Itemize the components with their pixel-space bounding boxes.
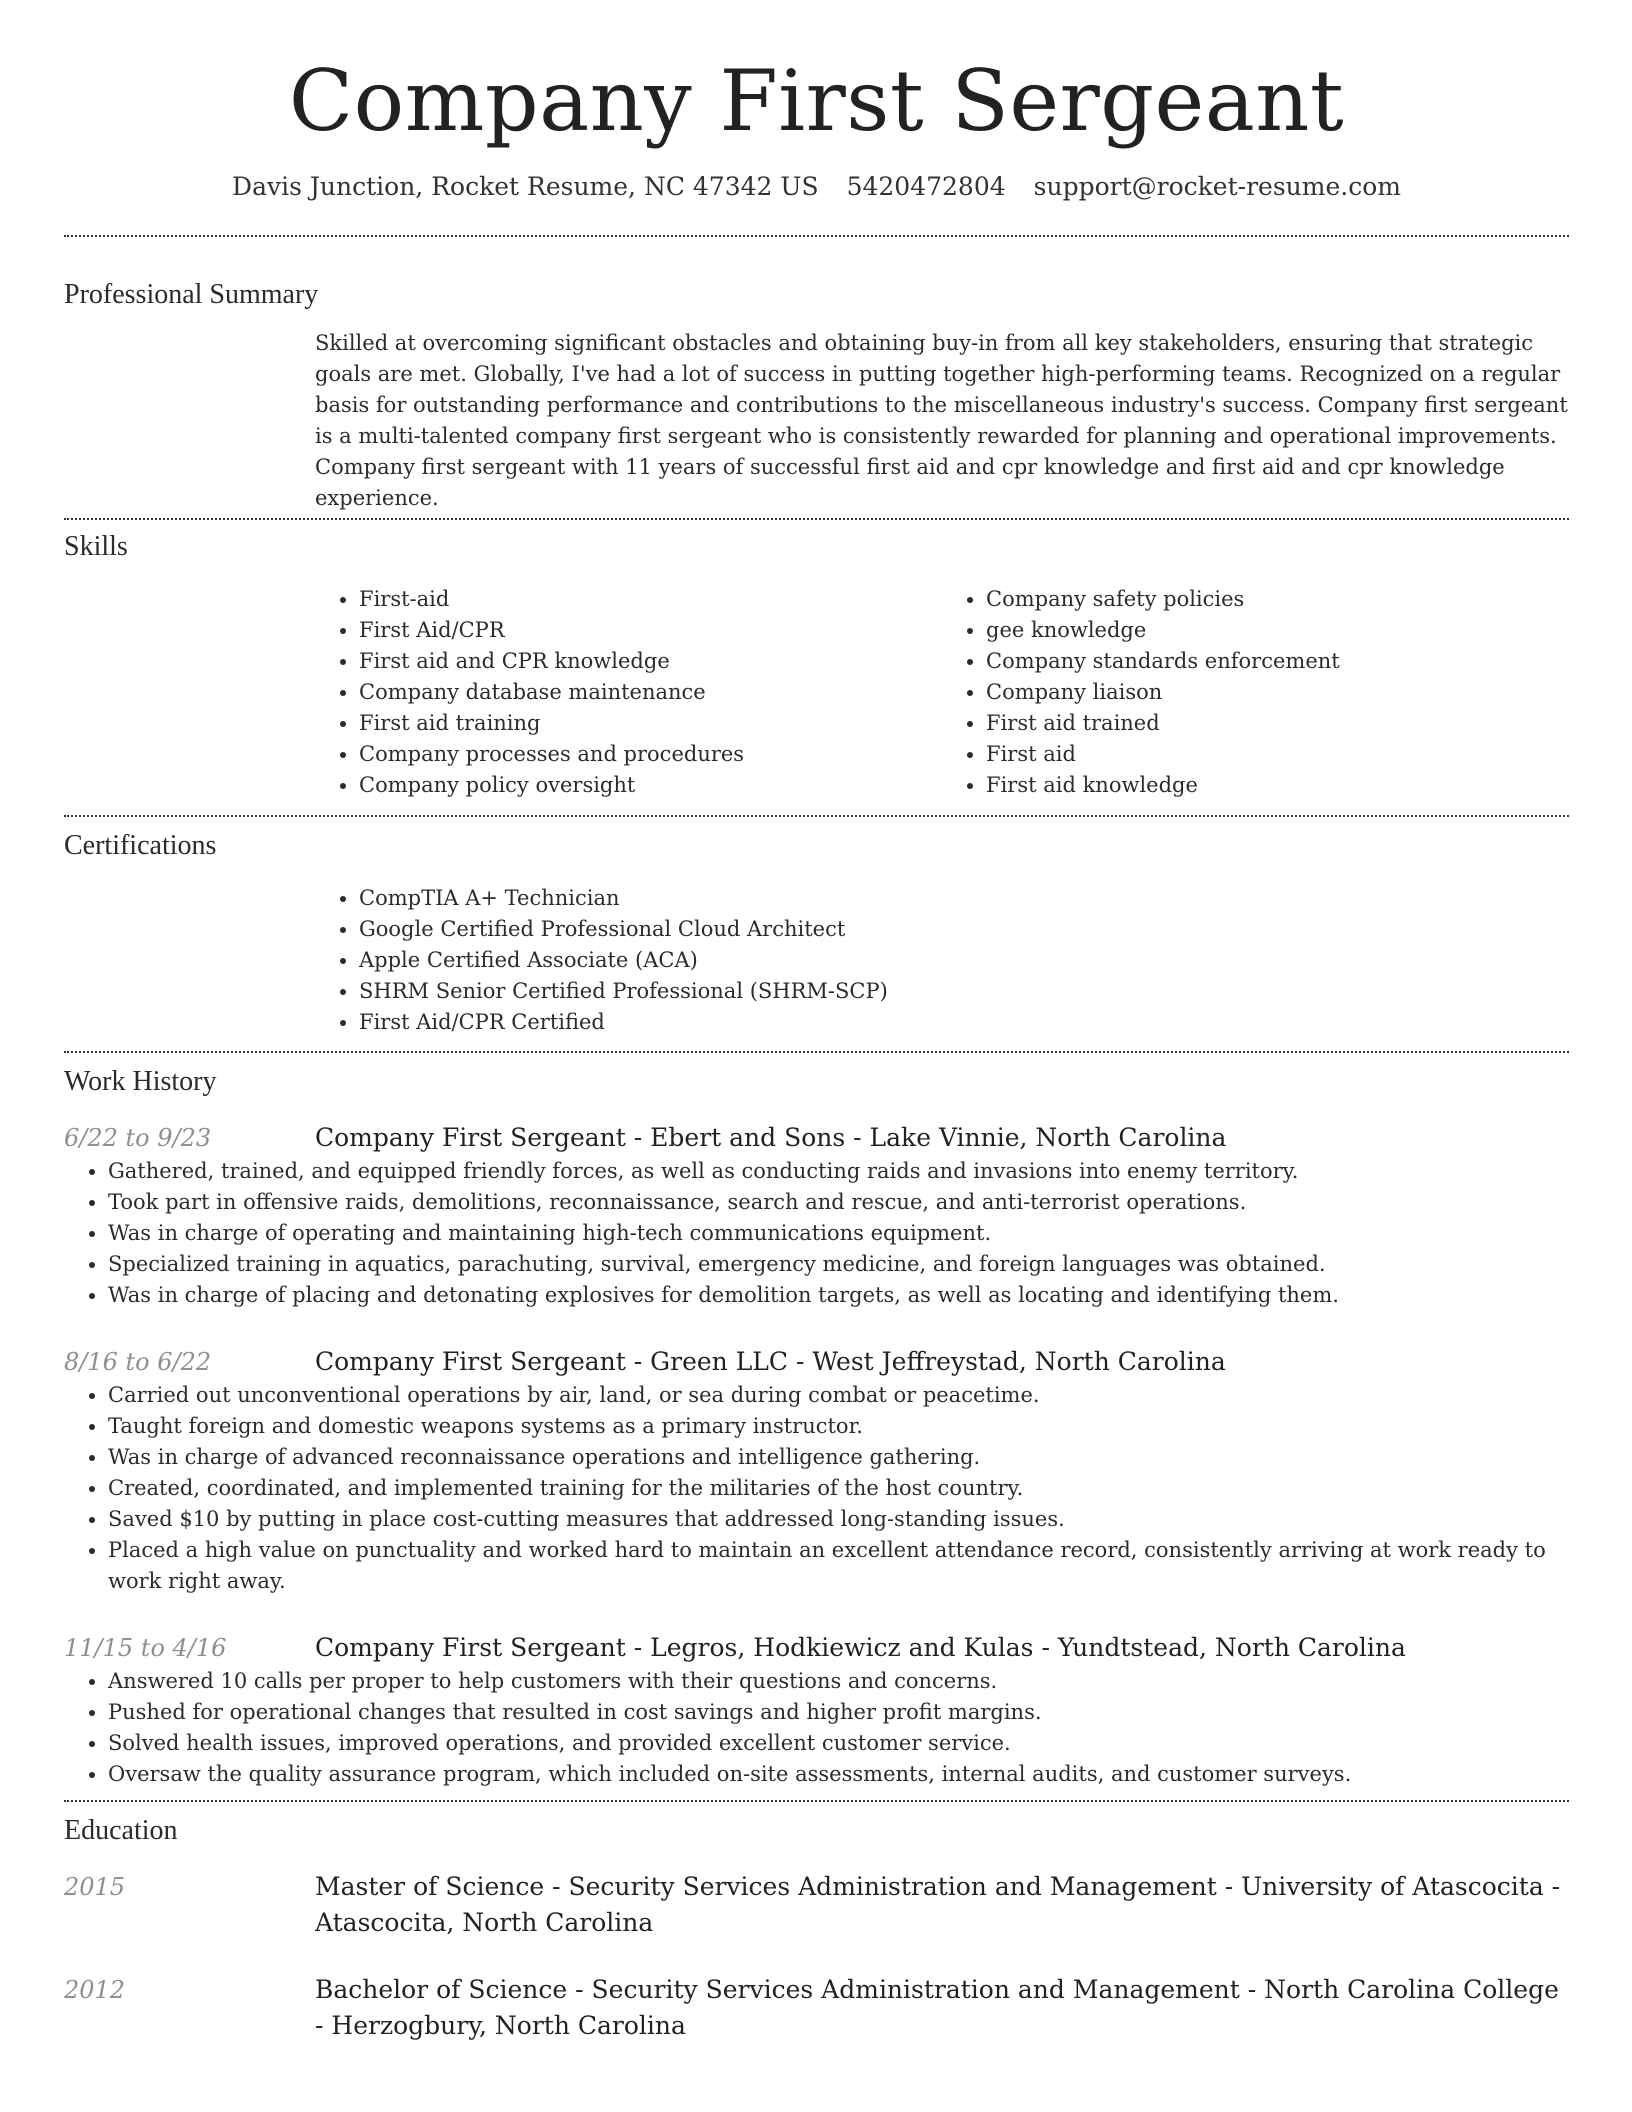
summary-content — [315, 328, 1569, 514]
skills-list-right — [942, 584, 1569, 801]
resume-page — [64, 0, 1569, 2044]
list-item: • Company safety policies — [986, 584, 1569, 615]
list-item: • Specialized training in aquatics, parachuting, survival, emergency medicine, and foreign languages was obtained. — [108, 1249, 1569, 1280]
skills-list-left — [315, 584, 942, 801]
list-item: • Saved $10 by putting in place cost-cutting measures that addressed long-standing issues. — [108, 1504, 1569, 1535]
job-bullets — [64, 1156, 1569, 1311]
contact-phone: 5420472804 — [846, 172, 1006, 201]
education-year: 2012 — [64, 1976, 126, 2004]
work-job — [64, 1344, 1569, 1597]
skills-section — [64, 520, 1569, 801]
list-item: • Company standards enforcement — [986, 646, 1569, 677]
summary-text: Skilled at overcoming significant obstacles and obtaining buy-in from all key stakeholders, ensuring that strategic goals are met. Globally, I've had a lot of success in putting together high-performing teams. Recognized on a regular basis for outstanding performance and contributions to the miscellaneous industry's success. Company first sergeant is a multi-talented company first sergeant who is consistently rewarded for planning and operational improvements. Company first sergeant with 11 years of successful first aid and cpr knowledge and first aid and cpr knowledge experience. — [315, 331, 1568, 510]
list-item: • First aid knowledge — [986, 770, 1569, 801]
list-item: • SHRM Senior Certified Professional (SHRM-SCP) — [359, 976, 1569, 1007]
education-section — [64, 1802, 1569, 2044]
list-item: • Was in charge of placing and detonating explosives for demolition targets, as well as locating and identifying them. — [108, 1280, 1569, 1311]
list-item: • Company processes and procedures — [359, 739, 942, 770]
education-item — [64, 1972, 1569, 2044]
list-item: • First aid trained — [986, 708, 1569, 739]
job-bullets — [64, 1380, 1569, 1597]
job-dates: 8/16 to 6/22 — [64, 1348, 212, 1376]
job-dates: 11/15 to 4/16 — [64, 1634, 227, 1662]
list-item: • Company policy oversight — [359, 770, 942, 801]
education-heading: Bachelor of Science - Security Services Administration and Management - North Carolina College - Herzogbury, North Carolina — [315, 1975, 1559, 2040]
list-item: • Google Certified Professional Cloud Architect — [359, 914, 1569, 945]
list-item: • First aid and CPR knowledge — [359, 646, 942, 677]
skills-columns — [315, 584, 1569, 801]
list-item: • First-aid — [359, 584, 942, 615]
job-heading: Company First Sergeant - Legros, Hodkiewicz and Kulas - Yundtstead, North Carolina — [315, 1633, 1406, 1662]
work-job — [64, 1120, 1569, 1311]
job-dates: 6/22 to 9/23 — [64, 1124, 212, 1152]
list-item: • First Aid/CPR — [359, 615, 942, 646]
contact-address: Davis Junction, Rocket Resume, NC 47342 US — [232, 172, 819, 201]
list-item: • Oversaw the quality assurance program, which included on-site assessments, internal audits, and customer surveys. — [108, 1759, 1569, 1790]
work-section — [64, 1053, 1569, 1790]
education-items — [64, 1869, 1569, 2044]
list-item: • Took part in offensive raids, demolitions, reconnaissance, search and rescue, and anti-terrorist operations. — [108, 1187, 1569, 1218]
job-heading: Company First Sergeant - Ebert and Sons - Lake Vinnie, North Carolina — [315, 1123, 1227, 1152]
job-heading: Company First Sergeant - Green LLC - West Jeffreystad, North Carolina — [315, 1347, 1226, 1376]
list-item: • First aid — [986, 739, 1569, 770]
certifications-content — [315, 883, 1569, 1038]
list-item: • Company database maintenance — [359, 677, 942, 708]
work-title: Work History — [64, 1066, 217, 1097]
list-item: • Was in charge of operating and maintaining high-tech communications equipment. — [108, 1218, 1569, 1249]
list-item: • Pushed for operational changes that resulted in cost savings and higher profit margins. — [108, 1697, 1569, 1728]
list-item: • First Aid/CPR Certified — [359, 1007, 1569, 1038]
resume-name: Company First Sergeant — [288, 52, 1345, 150]
list-item: • Solved health issues, improved operations, and provided excellent customer service. — [108, 1728, 1569, 1759]
list-item: • Company liaison — [986, 677, 1569, 708]
list-item: • Taught foreign and domestic weapons systems as a primary instructor. — [108, 1411, 1569, 1442]
list-item: • Apple Certified Associate (ACA) — [359, 945, 1569, 976]
job-bullets — [64, 1666, 1569, 1790]
education-item — [64, 1869, 1569, 1941]
certifications-list — [315, 883, 1569, 1038]
education-title: Education — [64, 1815, 178, 1846]
work-job — [64, 1630, 1569, 1790]
list-item: • Answered 10 calls per proper to help customers with their questions and concerns. — [108, 1666, 1569, 1697]
list-item: • gee knowledge — [986, 615, 1569, 646]
work-jobs — [64, 1120, 1569, 1790]
list-item: • Carried out unconventional operations by air, land, or sea during combat or peacetime. — [108, 1380, 1569, 1411]
list-item: • Created, coordinated, and implemented training for the militaries of the host country. — [108, 1473, 1569, 1504]
list-item: • CompTIA A+ Technician — [359, 883, 1569, 914]
skills-title: Skills — [64, 531, 128, 562]
contact-email: support@rocket-resume.com — [1033, 172, 1401, 201]
list-item: • First aid training — [359, 708, 942, 739]
education-heading: Master of Science - Security Services Administration and Management - University of Atascocita - Atascocita, North Carolina — [315, 1872, 1561, 1937]
summary-section — [64, 237, 1569, 514]
contact-line — [64, 170, 1569, 204]
list-item: • Gathered, trained, and equipped friendly forces, as well as conducting raids and invasions into enemy territory. — [108, 1156, 1569, 1187]
summary-title: Professional Summary — [64, 279, 319, 310]
certifications-title: Certifications — [64, 830, 217, 861]
certifications-section — [64, 817, 1569, 1038]
education-year: 2015 — [64, 1873, 126, 1901]
list-item: • Was in charge of advanced reconnaissance operations and intelligence gathering. — [108, 1442, 1569, 1473]
list-item: • Placed a high value on punctuality and worked hard to maintain an excellent attendance record, consistently arriving at work ready to work right away. — [108, 1535, 1569, 1597]
